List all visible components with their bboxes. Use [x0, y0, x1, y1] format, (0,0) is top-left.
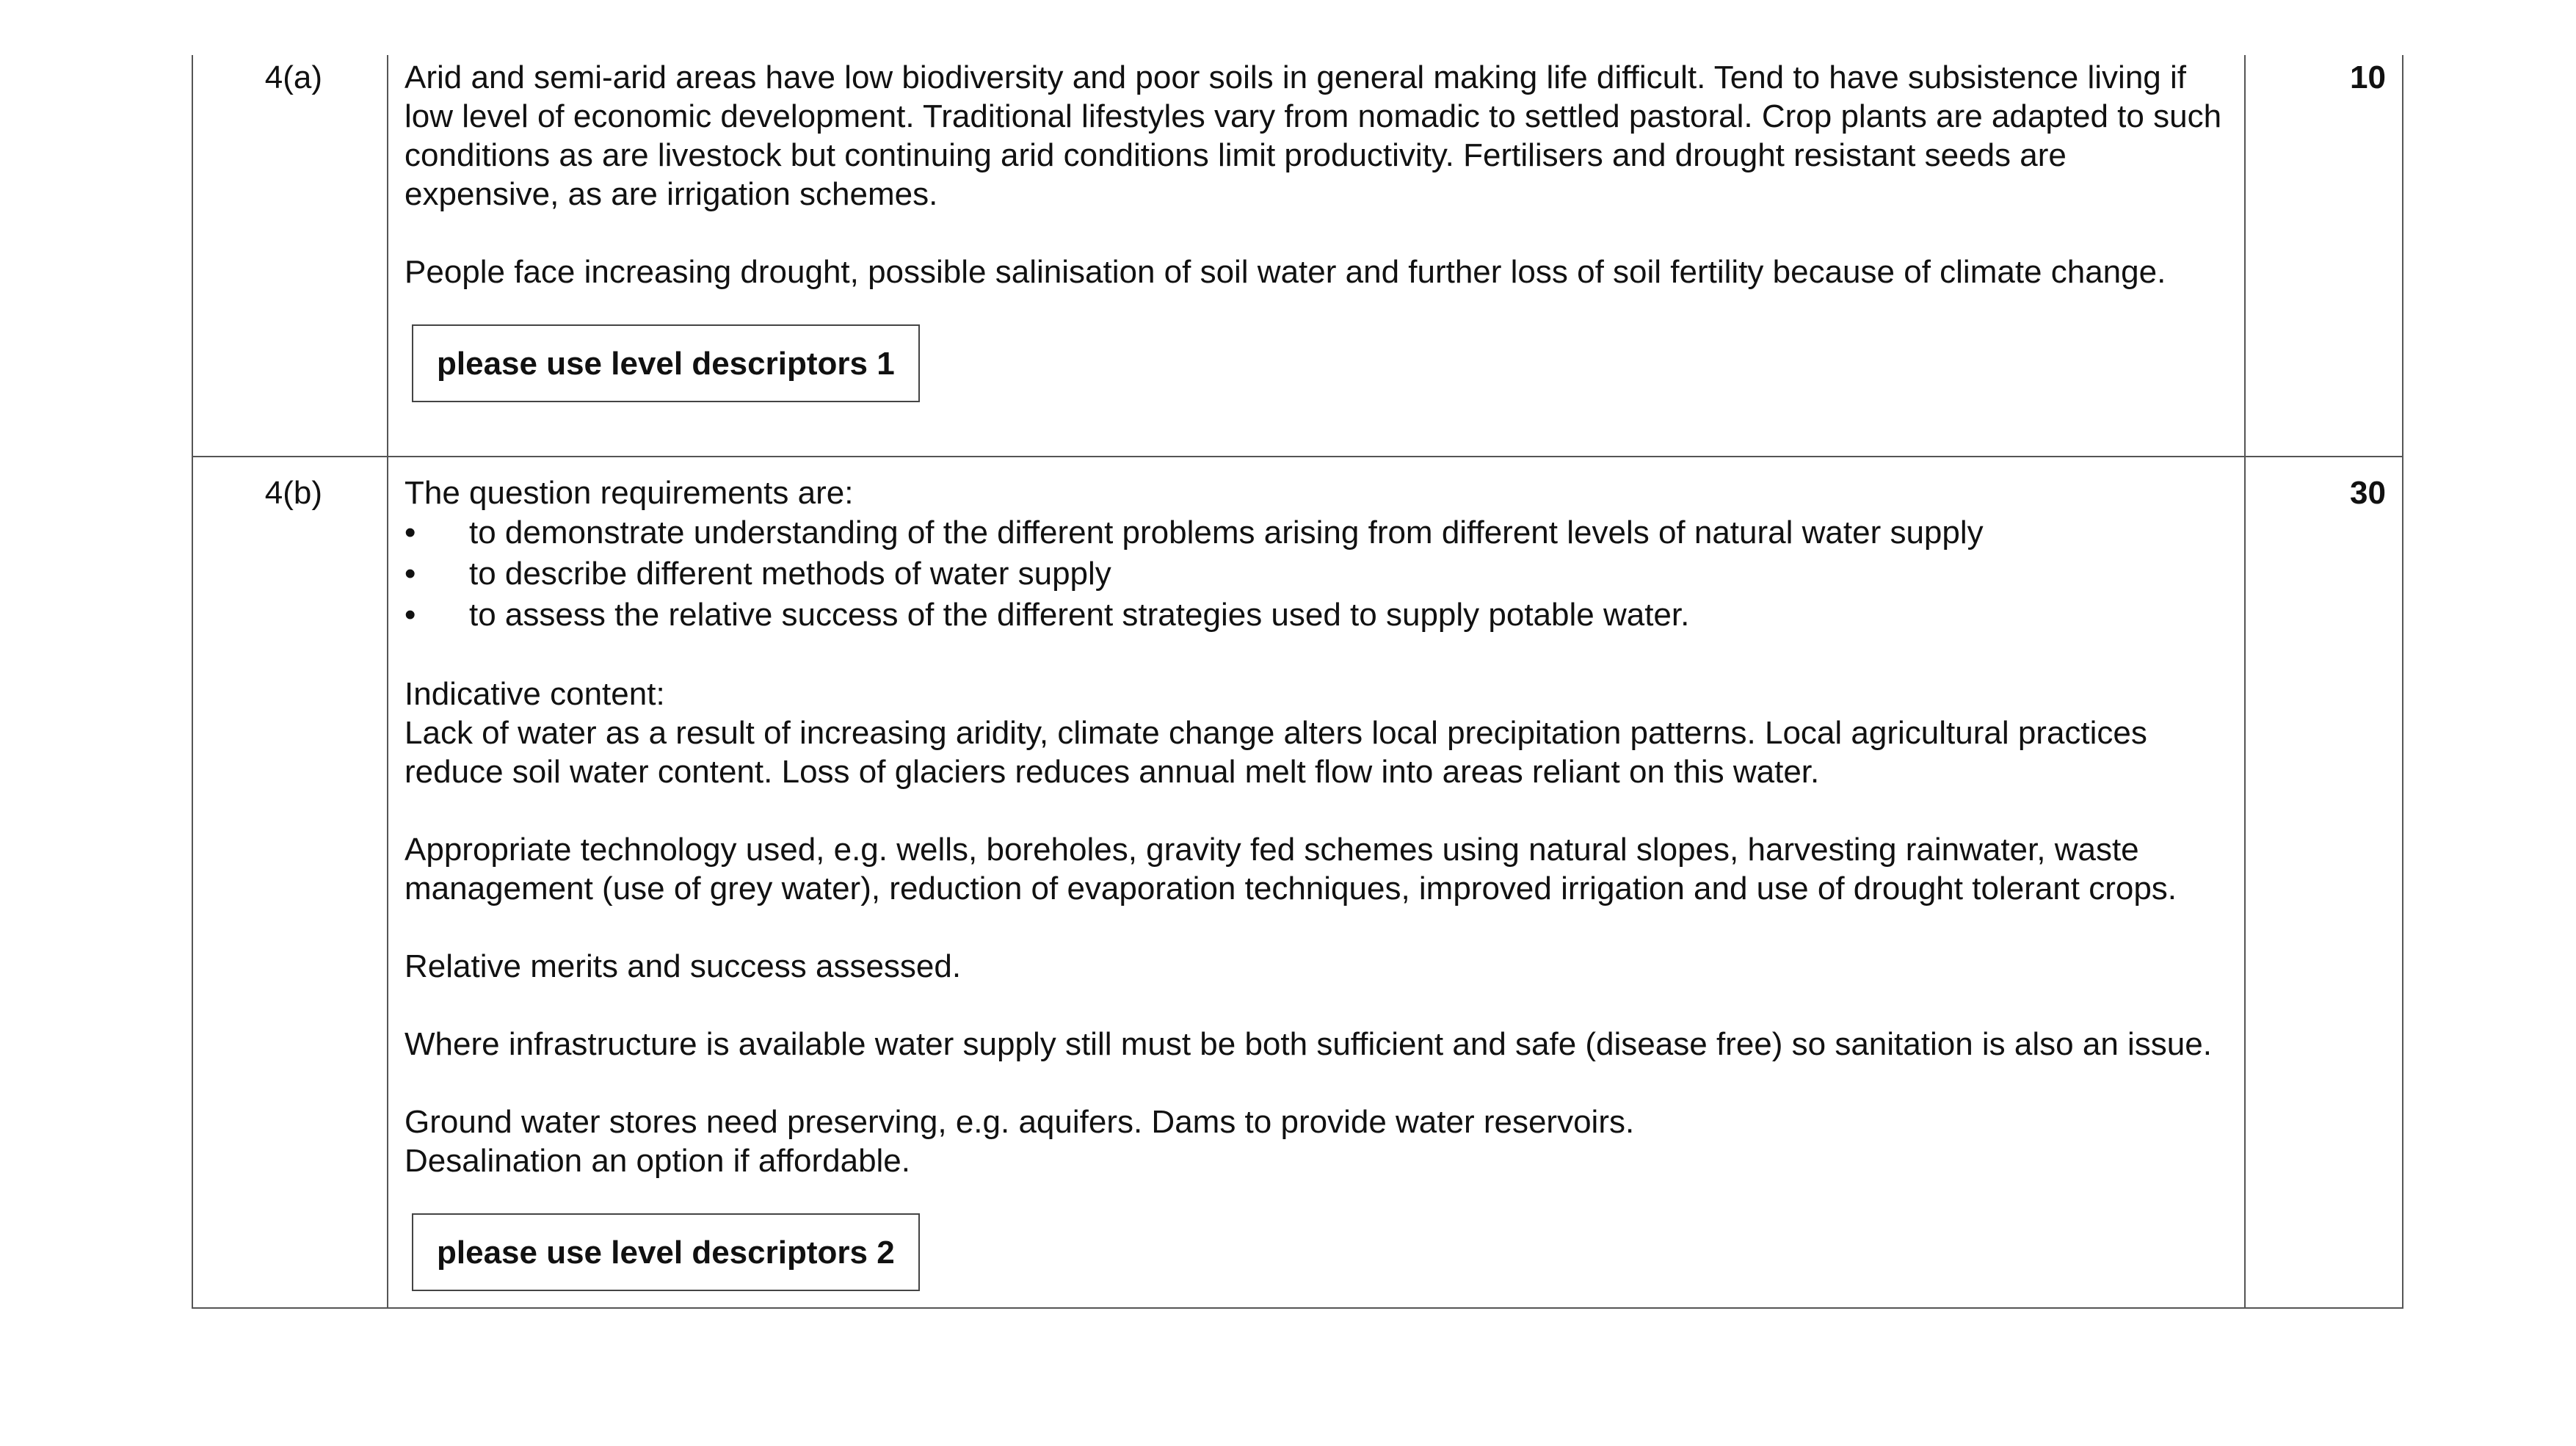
- answer-cell: [388, 457, 2245, 1308]
- table-row: [192, 457, 2403, 1308]
- requirements-intro: The question requirements are:: [404, 475, 854, 511]
- requirements-list: [404, 512, 2228, 636]
- answer-paragraph: Arid and semi-arid areas have low biodiversity and poor soils in general making life difficult. Tend to have subsistence living if low level of economic development. Traditional lifestyles vary from nomadic to settled pastoral. Crop plants are adapted to such conditions as are livestock but continuing arid conditions limit productivity. Fertilisers and drought resistant seeds are expensive, as are irrigation schemes.: [404, 59, 2222, 212]
- question-number: 4(a): [192, 55, 388, 457]
- level-descriptor-box: please use level descriptors 1: [412, 324, 920, 402]
- list-item-text: to assess the relative success of the different strategies used to supply potable water.: [469, 597, 1690, 633]
- list-item-text: to describe different methods of water supply: [469, 556, 1111, 592]
- indicative-heading: Indicative content:: [404, 676, 665, 712]
- answer-paragraph: People face increasing drought, possible salinisation of soil water and further loss of soil fertility because of climate change.: [404, 254, 2166, 290]
- answer-paragraph: Lack of water as a result of increasing aridity, climate change alters local precipitation patterns. Local agricultural practices reduce soil water content. Loss of glaciers reduces annual melt flow into areas reliant on this water.: [404, 715, 2147, 790]
- list-item-text: to demonstrate understanding of the different problems arising from different levels of natural water supply: [469, 515, 1984, 551]
- list-item: [404, 553, 2228, 595]
- answer-paragraph: Ground water stores need preserving, e.g. aquifers. Dams to provide water reservoirs.: [404, 1104, 1635, 1140]
- marks-value: 10: [2245, 55, 2403, 457]
- marks-value: 30: [2245, 457, 2403, 1308]
- answer-paragraph: Relative merits and success assessed.: [404, 948, 962, 984]
- answer-paragraph: Where infrastructure is available water supply still must be both sufficient and safe (disease free) so sanitation is also an issue.: [404, 1026, 2212, 1062]
- question-number: 4(b): [192, 457, 388, 1308]
- list-item: [404, 595, 2228, 636]
- answer-cell: [388, 55, 2245, 457]
- level-descriptor-box: please use level descriptors 2: [412, 1213, 920, 1291]
- bullet-icon: •: [404, 556, 416, 592]
- mark-scheme-table: [192, 55, 2403, 1309]
- answer-paragraph: Appropriate technology used, e.g. wells, boreholes, gravity fed schemes using natural slopes, harvesting rainwater, waste management (use of grey water), reduction of evaporation techniques, improved irrigation and use of drought tolerant crops.: [404, 832, 2177, 907]
- list-item: [404, 512, 2228, 553]
- bullet-icon: •: [404, 515, 416, 551]
- table-row: [192, 55, 2403, 457]
- answer-paragraph: Desalination an option if affordable.: [404, 1143, 911, 1179]
- bullet-icon: •: [404, 597, 416, 633]
